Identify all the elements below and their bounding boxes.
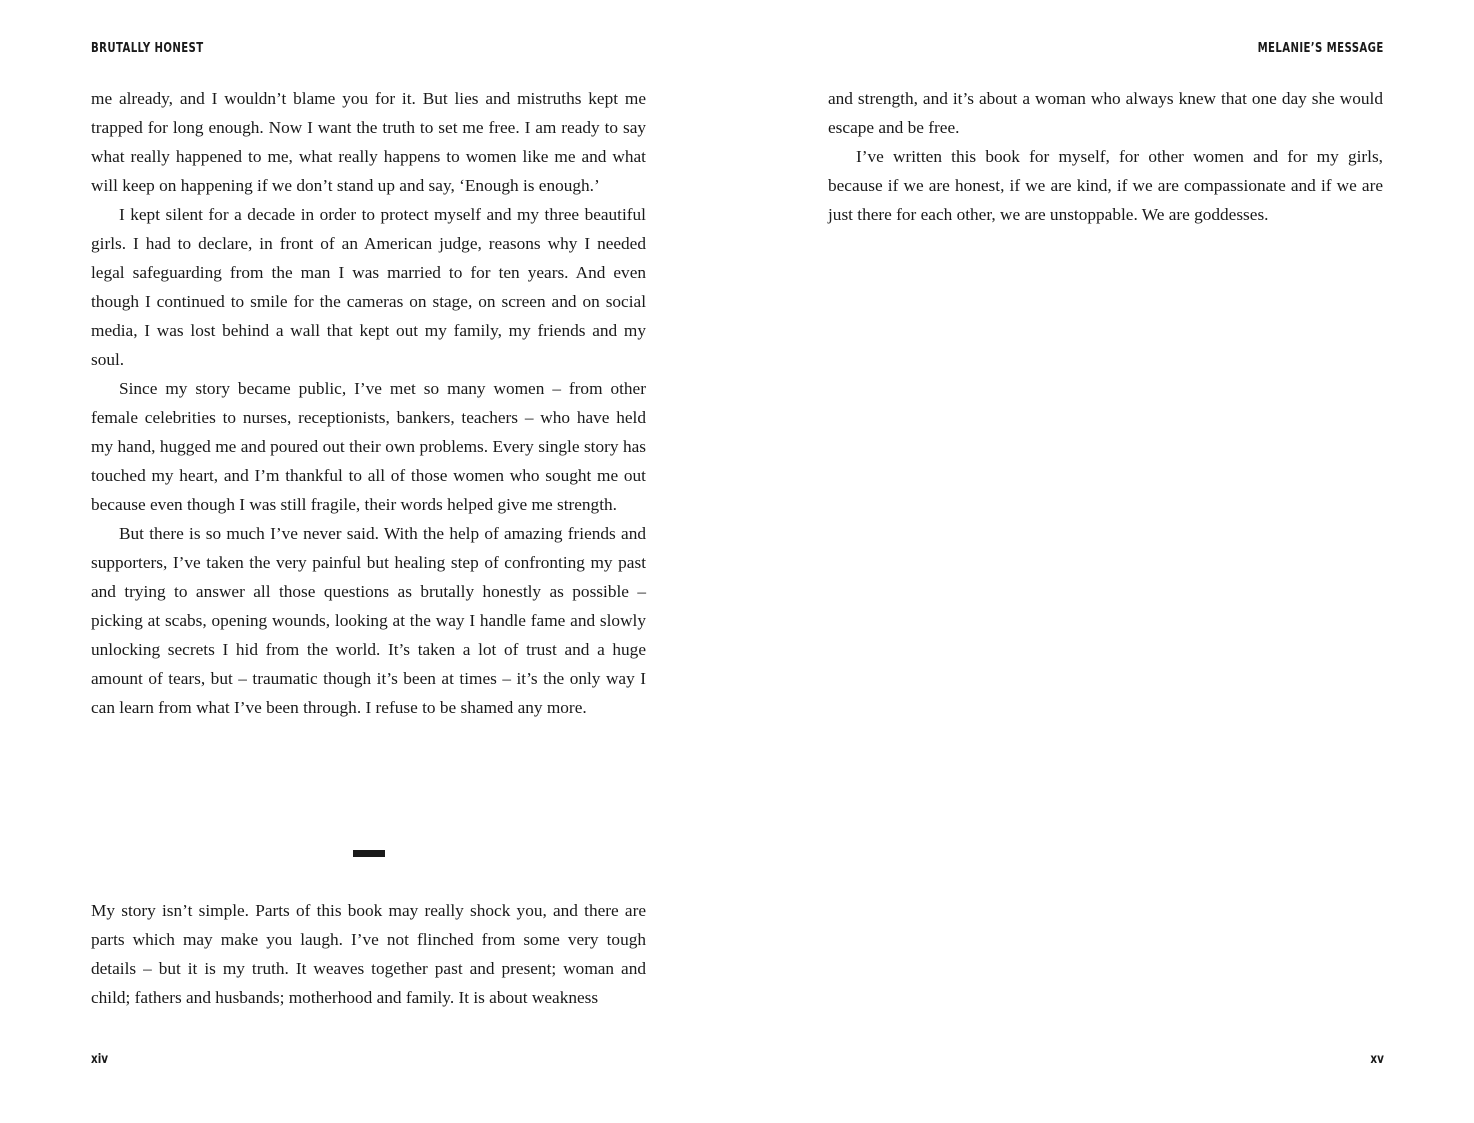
- section-break-dash: [353, 850, 385, 857]
- paragraph: I kept silent for a decade in order to protect myself and my three beautiful girls. I had to declare, in front of an American judge, reasons why I needed legal safeguarding from the man I was married to for ten years. And even though I continued to smile for the cameras on stage, on screen and on social media, I was lost behind a wall that kept out my family, my friends and my soul.: [91, 205, 646, 369]
- paragraph: and strength, and it’s about a woman who always knew that one day she would escape and be free.: [828, 89, 1383, 137]
- paragraph: I’ve written this book for myself, for other women and for my girls, because if we are honest, if we are kind, if we are compassionate and if we are just there for each other, we are unstoppable. We are goddesses.: [828, 147, 1383, 224]
- running-head-right: MELANIE’S MESSAGE: [1257, 41, 1384, 56]
- body-text-top: [91, 84, 646, 722]
- paragraph: me already, and I wouldn’t blame you for it. But lies and mistruths kept me trapped for long enough. Now I want the truth to set me free. I am ready to say what really happened to me, what really happens to women like me and what will keep on happening if we don’t stand up and say, ‘Enough is enough.’: [91, 89, 646, 195]
- right-page: [737, 0, 1474, 1123]
- paragraph: Since my story became public, I’ve met so many women – from other female celebrities to nurses, receptionists, bankers, teachers – who have held my hand, hugged me and poured out their own problems. Every single story has touched my heart, and I’m thankful to all of those women who sought me out because even though I was still fragile, their words helped give me strength.: [91, 379, 646, 514]
- running-head-left: BRUTALLY HONEST: [91, 41, 204, 56]
- paragraph: But there is so much I’ve never said. With the help of amazing friends and supporters, I’ve taken the very painful but healing step of confronting my past and trying to answer all those questions as brutally honestly as possible – picking at scabs, opening wounds, looking at the way I handle fame and slowly unlocking secrets I hid from the world. It’s taken a lot of trust and a huge amount of tears, but – traumatic though it’s been at times – it’s the only way I can learn from what I’ve been through. I refuse to be shamed any more.: [91, 524, 646, 717]
- paragraph: My story isn’t simple. Parts of this book may really shock you, and there are parts which may make you laugh. I’ve not flinched from some very tough details – but it is my truth. It weaves together past and present; woman and child; fathers and husbands; motherhood and family. It is about weakness: [91, 901, 646, 1007]
- page-number-right: xv: [1370, 1052, 1384, 1067]
- body-text-bottom: [91, 896, 646, 1012]
- page-number-left: xiv: [91, 1052, 109, 1067]
- body-text-right: [828, 84, 1383, 229]
